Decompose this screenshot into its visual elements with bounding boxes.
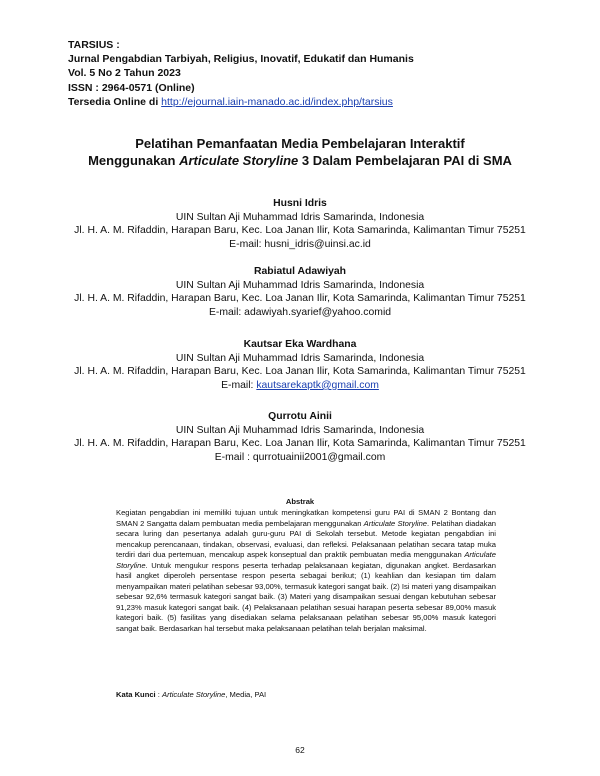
keywords-italic: Articulate Storyline — [162, 690, 226, 699]
title-italic: Articulate Storyline — [179, 153, 299, 168]
author-affiliation: UIN Sultan Aji Muhammad Idris Samarinda, Indonesia — [175, 424, 425, 436]
keywords-sep: : — [155, 690, 163, 699]
author-block — [0, 410, 600, 464]
online-prefix: Tersedia Online di — [68, 95, 162, 108]
author-address: Jl. H. A. M. Rifaddin, Harapan Baru, Kec. Loa Janan Ilir, Kota Samarinda, Kalimantan Timur 75251 — [74, 293, 526, 305]
abstract-body — [116, 508, 496, 634]
journal-issn: ISSN : 2964-0571 (Online) — [68, 81, 195, 94]
author-email — [0, 238, 600, 252]
page-number: 62 — [295, 745, 305, 755]
author-name: Qurrotu Ainii — [268, 411, 332, 422]
email-label: E-mail: — [229, 238, 265, 250]
abstract-text: Kegiatan pengabdian ini memiliki tujuan untuk meningkatkan kompetensi guru PAI di SMAN 2 Bontang dan SMAN 2 Sangatta dalam pembuatan media pembelajaran menggunakan — [116, 508, 496, 528]
journal-name: TARSIUS : — [68, 39, 120, 51]
journal-subtitle: Jurnal Pengabdian Tarbiyah, Religius, Inovatif, Edukatif dan Humanis — [68, 53, 414, 66]
email-value: husni_idris@uinsi.ac.id — [264, 238, 371, 250]
email-label: E-mail: — [208, 306, 245, 318]
author-block — [0, 197, 600, 251]
journal-header — [68, 38, 414, 109]
author-affiliation: UIN Sultan Aji Muhammad Idris Samarinda, Indonesia — [175, 211, 425, 223]
paper-title — [0, 135, 600, 169]
author-address: Jl. H. A. M. Rifaddin, Harapan Baru, Kec. Loa Janan Ilir, Kota Samarinda, Kalimantan Timur 75251 — [74, 225, 526, 237]
author-block — [0, 338, 600, 392]
author-address: Jl. H. A. M. Rifaddin, Harapan Baru, Kec. Loa Janan Ilir, Kota Samarinda, Kalimantan Timur 75251 — [74, 438, 526, 450]
title-line-1: Pelatihan Pemanfaatan Media Pembelajaran Interaktif — [135, 136, 465, 151]
author-name: Rabiatul Adawiyah — [254, 266, 346, 277]
author-email — [0, 379, 600, 393]
abstract-italic: Articulate Storyline — [363, 518, 428, 528]
email-value: adawiyah.syarief@yahoo.comid — [244, 306, 392, 318]
abstract-text: . Pelatihan diadakan secara luring dan pesertanya adalah guru-guru PAI di Sekolah tersebut. Metode kegiatan pengabdian ini mencakup perencanaan, tindakan, observasi, evaluasi, dan refleksi. Pelaksanaan pelatihan secara tatap muka terdiri dari dua pertemuan, mencakup aspek konseptual dan praktik pembuatan media menggunakan — [116, 518, 497, 559]
title-suffix: 3 Dalam Pembelajaran PAI di SMA — [298, 153, 512, 168]
journal-online — [68, 95, 414, 109]
author-affiliation: UIN Sultan Aji Muhammad Idris Samarinda, Indonesia — [175, 352, 425, 364]
email-link[interactable]: kautsarekaptk@gmail.com — [256, 379, 379, 391]
title-prefix: Menggunakan — [88, 153, 180, 168]
author-block — [0, 265, 600, 319]
keywords-rest: , Media, PAI — [225, 690, 267, 699]
author-affiliation: UIN Sultan Aji Muhammad Idris Samarinda, Indonesia — [175, 279, 425, 291]
abstract-text: . Untuk mengukur respons peserta terhadap pelaksanaan kegiatan, digunakan angket. Berdasarkan hasil angket diperoleh persentase respon peserta sebagai berikut; (1) keahlian dan kesiapan tim dalam menyampaikan materi pelatihan sebesar 93,00%, termasuk kategori sangat baik. (2) Isi materi yang disampaikan sebesar 92,6% termasuk kategori sangat baik. (3) Materi yang disampaikan sesuai dengan kebutuhan sebesar 91,23% masuk kategori sangat baik. (4) Pelaksanaan pelatihan sesuai harapan peserta sebesar 89,00% masuk kategori baik. (5) fasilitas yang disediakan selama pelaksanaan pelatihan sebesar 95,00% masuk kategori sangat baik. Berdasarkan hal tersebut maka pelaksanaan pelatihan telah berjalan maksimal. — [116, 560, 496, 633]
email-label: E-mail: — [221, 379, 257, 391]
email-label: E-mail : — [214, 451, 253, 463]
journal-url-link[interactable]: http://ejournal.iain-manado.ac.id/index.php/tarsius — [161, 95, 393, 108]
author-email — [0, 451, 600, 465]
keywords — [116, 690, 496, 699]
author-name: Husni Idris — [273, 198, 327, 209]
title-line-2 — [0, 152, 600, 169]
abstract-heading: Abstrak — [285, 497, 315, 506]
email-value: qurrotuainii2001@gmail.com — [252, 451, 386, 463]
journal-volume: Vol. 5 No 2 Tahun 2023 — [68, 67, 181, 80]
abstract-italic: Articulate Storyline — [116, 550, 496, 570]
author-address: Jl. H. A. M. Rifaddin, Harapan Baru, Kec. Loa Janan Ilir, Kota Samarinda, Kalimantan Timur 75251 — [74, 366, 526, 378]
author-name: Kautsar Eka Wardhana — [243, 339, 357, 350]
author-email — [0, 306, 600, 320]
keywords-label: Kata Kunci — [116, 690, 156, 699]
